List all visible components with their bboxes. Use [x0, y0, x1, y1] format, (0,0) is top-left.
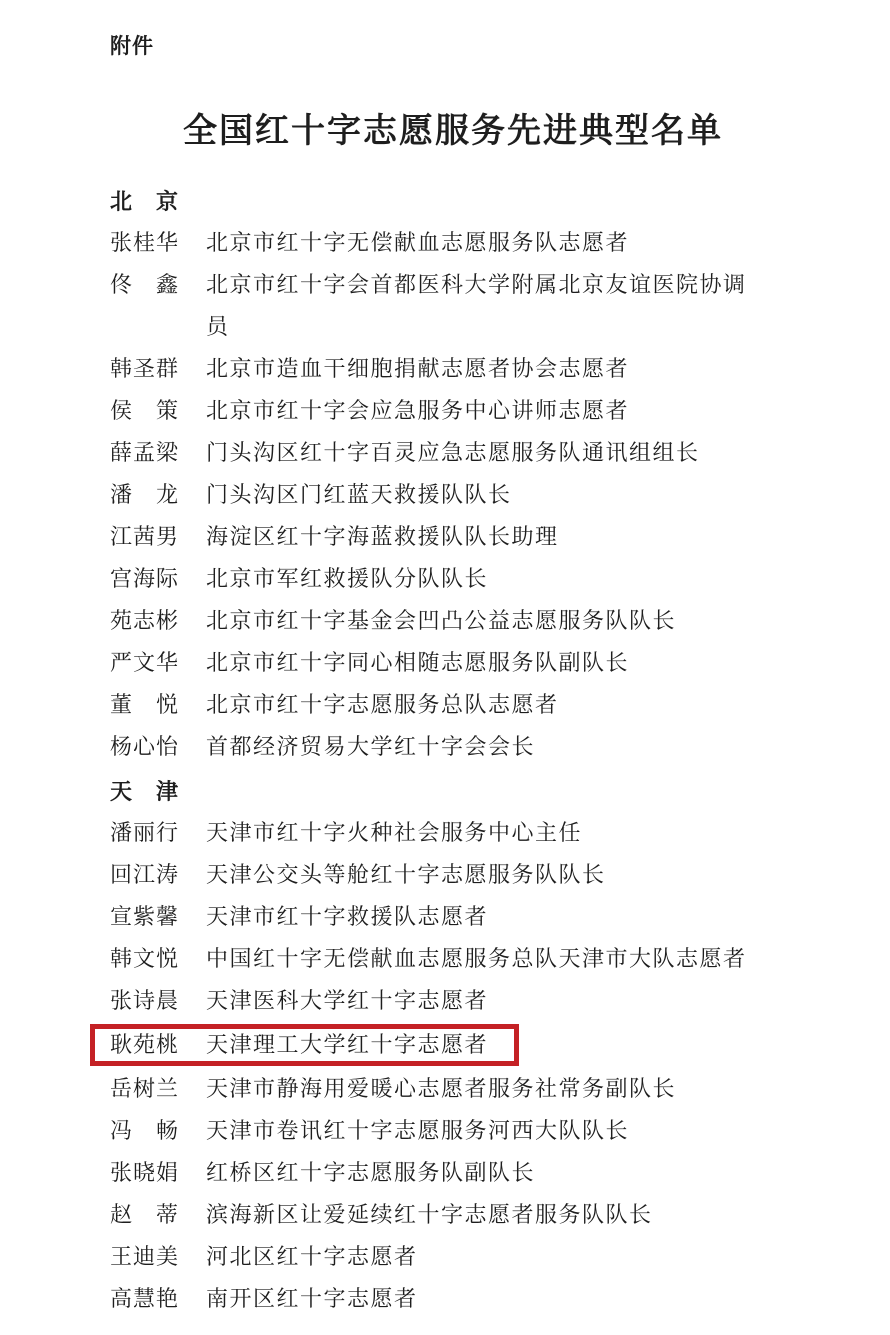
- roster-row: [110, 474, 796, 516]
- volunteer-name: 高慧艳: [110, 1286, 180, 1311]
- volunteer-role: 门头沟区门红蓝天救援队队长: [206, 482, 512, 507]
- volunteer-name: 岳树兰: [110, 1076, 180, 1101]
- volunteer-role: 中国红十字无偿献血志愿服务总队天津市大队志愿者: [206, 946, 747, 971]
- roster-row-content: [110, 1110, 796, 1152]
- roster-row: [110, 600, 796, 642]
- volunteer-role: 北京市造血干细胞捐献志愿者协会志愿者: [206, 356, 630, 381]
- volunteer-role: 北京市红十字志愿服务总队志愿者: [206, 692, 559, 717]
- roster-row: [110, 938, 796, 980]
- roster-row: [110, 726, 796, 768]
- roster-row: [110, 1068, 796, 1110]
- volunteer-name: 耿苑桃: [110, 1032, 180, 1057]
- attachment-label: 附件: [110, 35, 154, 58]
- roster-row: [110, 1278, 796, 1320]
- roster-row: [110, 516, 796, 558]
- roster-row-content: [110, 854, 796, 896]
- roster-row-content: [110, 516, 796, 558]
- volunteer-name: 赵 蒂: [110, 1202, 180, 1227]
- roster-row: [110, 264, 796, 348]
- volunteer-role: 海淀区红十字海蓝救援队队长助理: [206, 524, 559, 549]
- roster-row-content: [110, 684, 796, 726]
- volunteer-name: 薛孟梁: [110, 440, 180, 465]
- volunteer-name: 潘丽行: [110, 820, 180, 845]
- volunteer-role: 北京市红十字基金会凹凸公益志愿服务队队长: [206, 608, 677, 633]
- roster-row-content: [110, 1152, 796, 1194]
- volunteer-role: 河北区红十字志愿者: [206, 1244, 418, 1269]
- volunteer-role: 首都经济贸易大学红十字会会长: [206, 734, 536, 759]
- roster-row: [110, 558, 796, 600]
- roster-row-content: [110, 600, 796, 642]
- roster-row: [110, 432, 796, 474]
- volunteer-name: 董 悦: [110, 692, 180, 717]
- volunteer-role: 北京市红十字无偿献血志愿服务队志愿者: [206, 230, 630, 255]
- volunteer-role: 红桥区红十字志愿服务队副队长: [206, 1160, 536, 1185]
- volunteer-role: 天津市静海用爱暖心志愿者服务社常务副队长: [206, 1076, 677, 1101]
- volunteer-name: 韩文悦: [110, 946, 180, 971]
- roster-row: [110, 1110, 796, 1152]
- volunteer-name: 张诗晨: [110, 988, 180, 1013]
- volunteer-name: 宫海际: [110, 566, 180, 591]
- roster-row: [110, 390, 796, 432]
- roster-row: [110, 980, 796, 1022]
- volunteer-role: 天津公交头等舱红十字志愿服务队队长: [206, 862, 606, 887]
- volunteer-name: 严文华: [110, 650, 180, 675]
- roster-row-content: [110, 812, 796, 854]
- volunteer-name: 王迪美: [110, 1244, 180, 1269]
- roster-row-content: [110, 642, 796, 684]
- roster-row-content: [110, 558, 796, 600]
- volunteer-role: 天津医科大学红十字志愿者: [206, 988, 489, 1013]
- volunteer-role: 天津市红十字救援队志愿者: [206, 904, 489, 929]
- volunteer-name: 侯 策: [110, 398, 180, 423]
- roster-row: [110, 1152, 796, 1194]
- roster-row-content: [110, 1194, 796, 1236]
- volunteer-role: 北京市红十字会首都医科大学附属北京友谊医院协调员: [206, 272, 747, 339]
- roster-row-content: [110, 348, 796, 390]
- volunteer-name: 回江涛: [110, 862, 180, 887]
- roster-row: [110, 1194, 796, 1236]
- volunteer-role: 北京市军红救援队分队队长: [206, 566, 489, 591]
- roster-row-content: [110, 1068, 796, 1110]
- roster-row-content: [110, 726, 796, 768]
- roster-row-content: [110, 1236, 796, 1278]
- volunteer-role: 北京市红十字同心相随志愿服务队副队长: [206, 650, 630, 675]
- volunteer-role: 天津理工大学红十字志愿者: [206, 1032, 489, 1057]
- roster-row-content: [110, 896, 796, 938]
- volunteer-role: 南开区红十字志愿者: [206, 1286, 418, 1311]
- roster-row: [110, 642, 796, 684]
- roster-row-content: [110, 390, 796, 432]
- roster-row-content: [110, 432, 796, 474]
- volunteer-name: 宣紫馨: [110, 904, 180, 929]
- document-title: 全国红十字志愿服务先进典型名单: [183, 113, 723, 150]
- volunteer-name: 韩圣群: [110, 356, 180, 381]
- roster-row: [110, 896, 796, 938]
- roster-row-content: [110, 980, 796, 1022]
- volunteer-name: 江茜男: [110, 524, 180, 549]
- roster-row: [110, 854, 796, 896]
- volunteer-name: 佟 鑫: [110, 272, 180, 297]
- section-header: 北 京: [110, 188, 180, 214]
- volunteer-name: 潘 龙: [110, 482, 180, 507]
- volunteer-name: 张桂华: [110, 230, 180, 255]
- volunteer-role: 门头沟区红十字百灵应急志愿服务队通讯组组长: [206, 440, 700, 465]
- roster-row: [110, 348, 796, 390]
- roster-row-content: [110, 938, 796, 980]
- volunteer-name: 杨心怡: [110, 734, 180, 759]
- volunteer-role: 滨海新区让爱延续红十字志愿者服务队队长: [206, 1202, 653, 1227]
- roster-row: [110, 222, 796, 264]
- roster-row-content: [110, 1278, 796, 1320]
- roster-row: [110, 1024, 796, 1066]
- section-header: 天 津: [110, 778, 180, 804]
- volunteer-role: 北京市红十字会应急服务中心讲师志愿者: [206, 398, 630, 423]
- highlight-box: [90, 1024, 519, 1066]
- volunteer-name: 冯 畅: [110, 1118, 180, 1143]
- roster-row-content: [110, 474, 796, 516]
- roster-row: [110, 1236, 796, 1278]
- volunteer-role: 天津市红十字火种社会服务中心主任: [206, 820, 583, 845]
- roster-row-content: [110, 264, 796, 348]
- roster-sections: [110, 178, 796, 1320]
- volunteer-name: 张晓娟: [110, 1160, 180, 1185]
- roster-row: [110, 684, 796, 726]
- roster-row: [110, 812, 796, 854]
- roster-row-content: [110, 222, 796, 264]
- volunteer-name: 苑志彬: [110, 608, 180, 633]
- volunteer-role: 天津市卷讯红十字志愿服务河西大队队长: [206, 1118, 630, 1143]
